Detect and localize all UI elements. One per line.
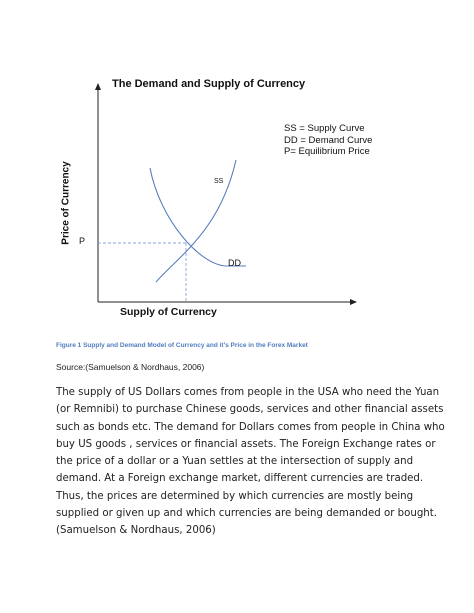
legend-entry-supply: SS = Supply Curve [284,123,365,134]
y-axis-label: Price of Currency [60,161,72,245]
body-paragraph [56,384,445,540]
paragraph-line: such as bonds etc. The demand for Dollars comes from people in China who [56,421,445,433]
paragraph-line: (Samuelson & Nordhaus, 2006) [56,525,216,537]
paragraph-line: (or Remnibi) to purchase Chinese goods, services and other financial assets [56,404,444,416]
paragraph-line: supplied or given up and which currencies are being demanded or bought. [56,508,437,520]
figure-caption: Figure 1 Supply and Demand Model of Currency and it's Price in the Forex Market [56,342,308,349]
supply-curve-label: SS [214,178,224,185]
paragraph-line: Thus, the prices are determined by which currencies are mostly being [56,490,414,502]
paragraph-line: buy US goods , services or financial assets. The Foreign Exchange rates or [56,438,436,450]
supply-demand-figure [60,70,373,330]
supply-curve [156,160,236,282]
chart-legend [284,123,372,158]
paragraph-line: demand. At a Foreign exchange market, different currencies are traded. [56,473,424,485]
source-citation: Source:(Samuelson & Nordhaus, 2006) [56,362,205,372]
chart-title: The Demand and Supply of Currency [112,78,306,90]
legend-entry-equilibrium: P= Equilibrium Price [284,146,370,157]
paragraph-line: The supply of US Dollars comes from people in the USA who need the Yuan [56,387,440,398]
x-axis-arrow [350,299,357,305]
demand-curve-label: DD [228,258,241,268]
y-axis-arrow [95,83,101,90]
x-axis-label: Supply of Currency [120,306,217,318]
equilibrium-price-label: P [79,236,86,246]
legend-entry-demand: DD = Demand Curve [284,134,373,146]
demand-curve [150,168,246,266]
paragraph-line: the price of a dollar or a Yuan settles at the intersection of supply and [56,456,414,468]
figure-graphic [60,70,373,330]
